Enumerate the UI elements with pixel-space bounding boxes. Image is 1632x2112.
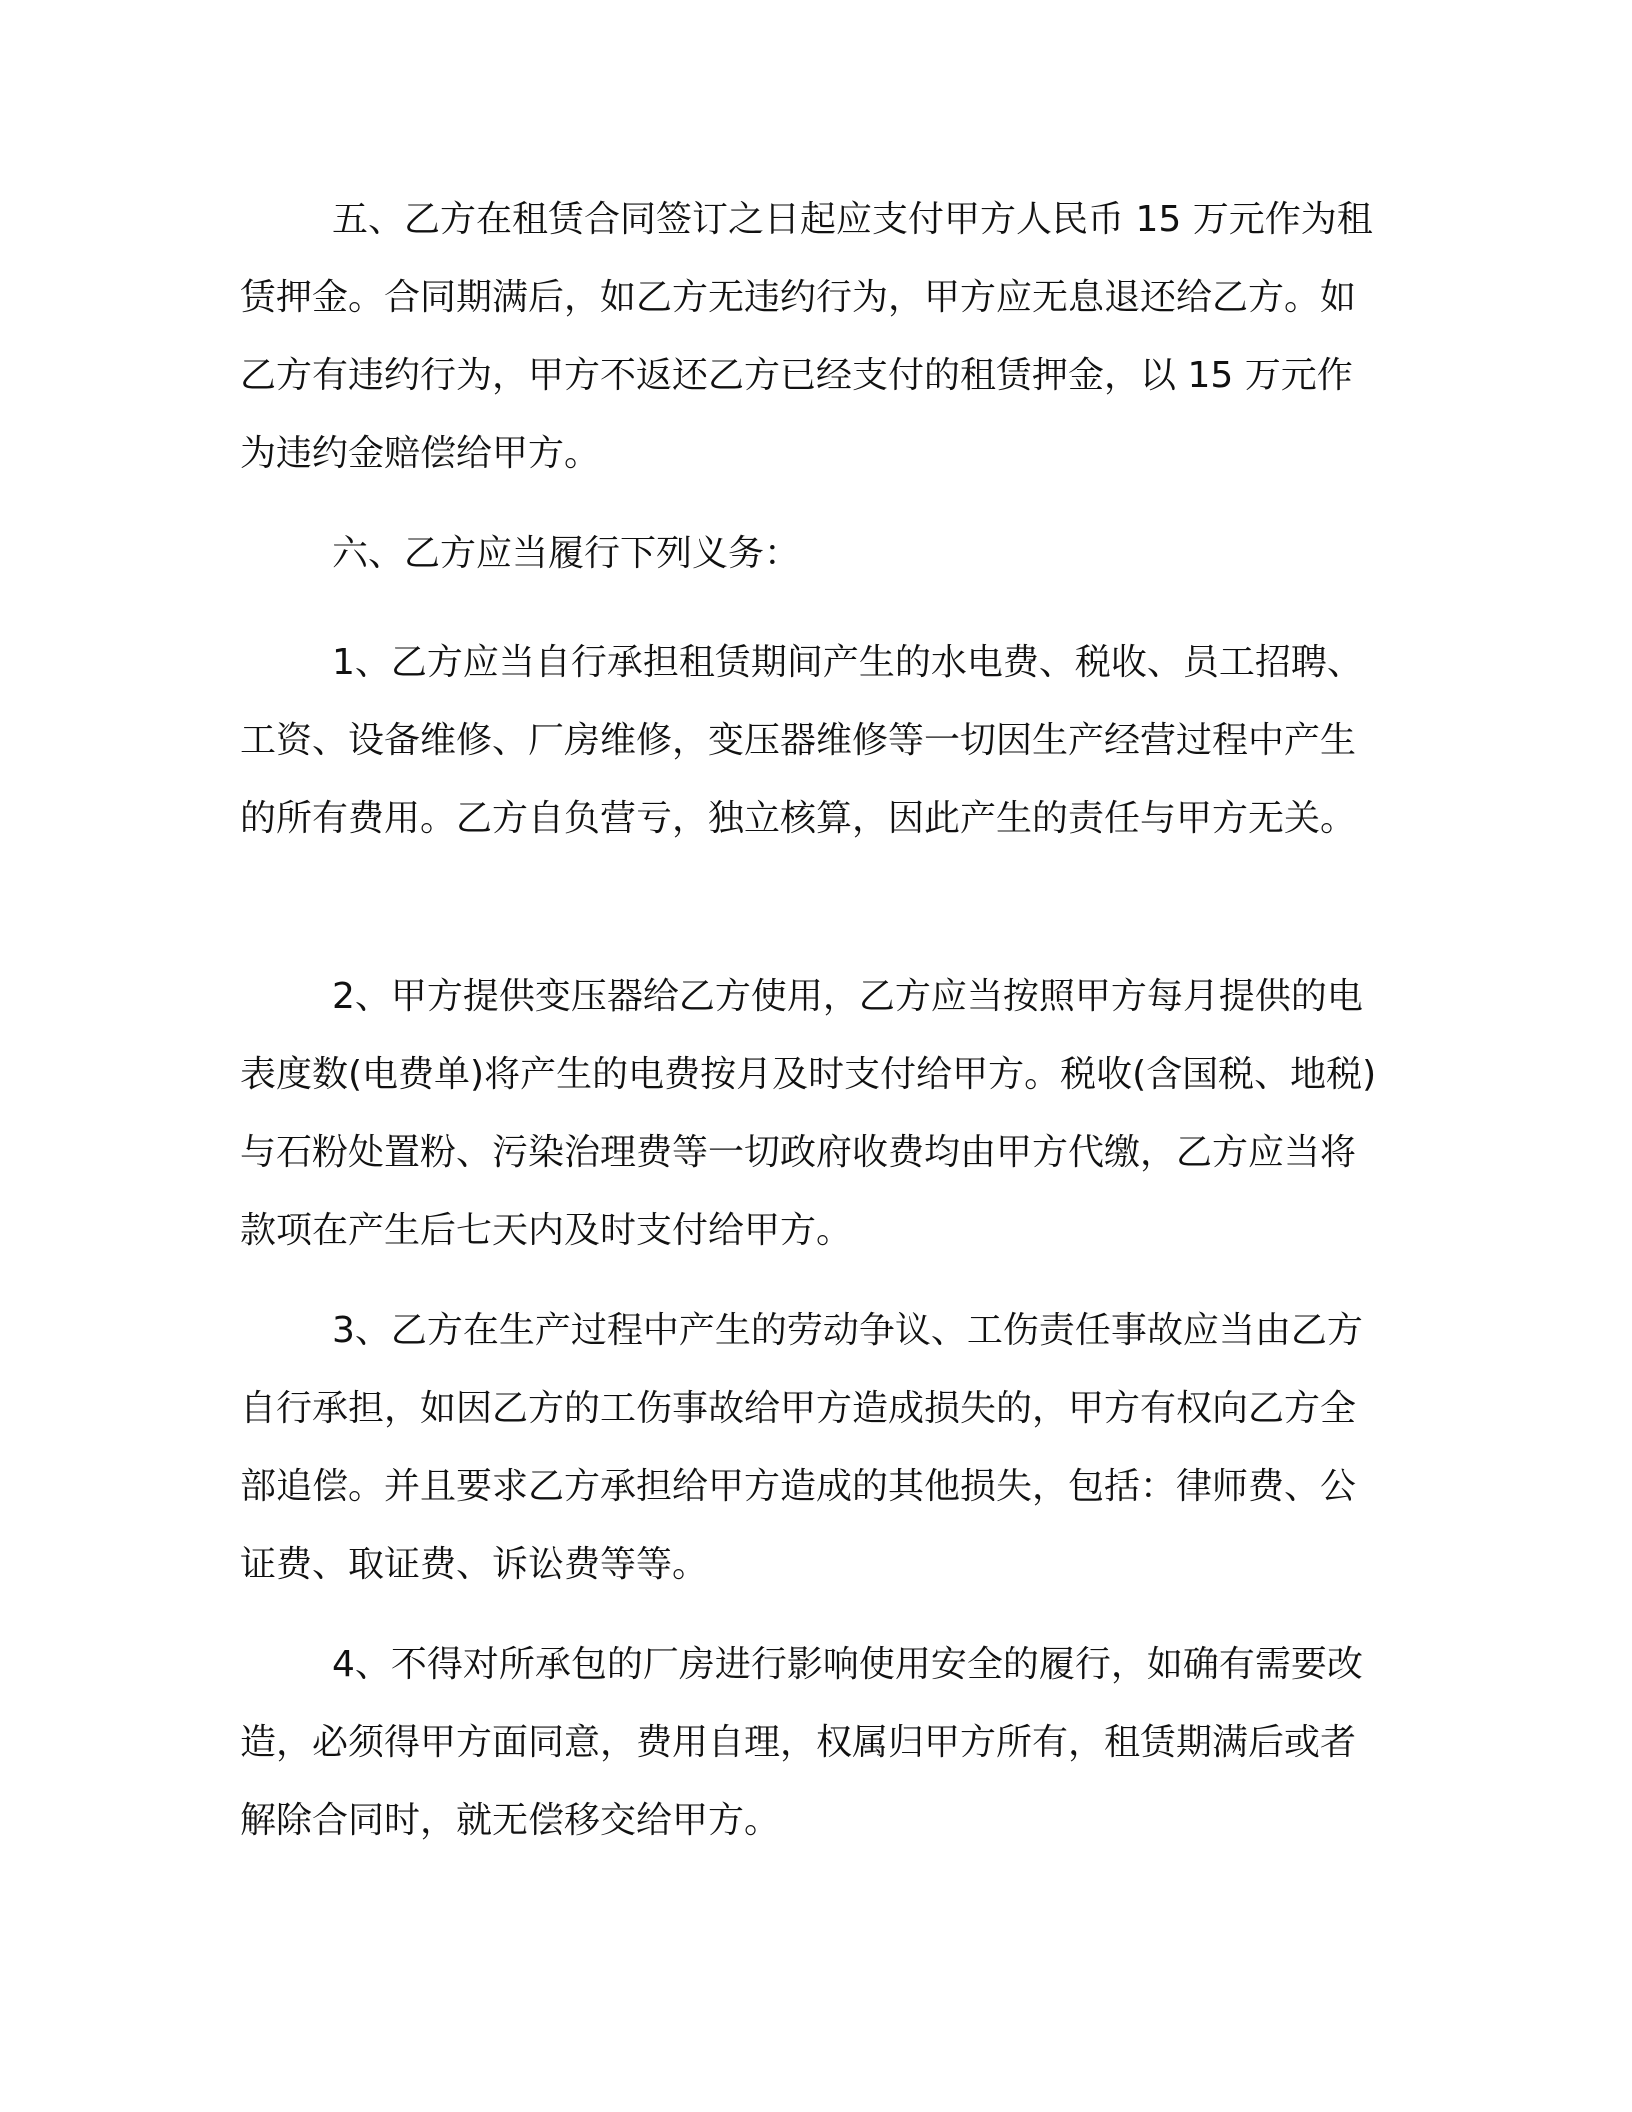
paragraph-clause-6-heading: 六、乙方应当履行下列义务：: [332, 533, 801, 574]
paragraph-obligation-1: 1、乙方应当自行承担租赁期间产生的水电费、税收、员工招聘、工资、设备维修、厂房维修，变压器维修等一切因生产经营过程中产生的所有费用。乙方自负营亏，独立核算，因此产生的责任与甲方无关。: [240, 642, 1363, 839]
paragraph-obligation-3: 3、乙方在生产过程中产生的劳动争议、工伤责任事故应当由乙方自行承担，如因乙方的工伤事故给甲方造成损失的，甲方有权向乙方全部追偿。并且要求乙方承担给甲方造成的其他损失，包括：律师费、公证费、取证费、诉讼费等等。: [240, 1310, 1363, 1585]
paragraph-obligation-4: 4、不得对所承包的厂房进行影响使用安全的履行，如确有需要改造，必须得甲方面同意，费用自理，权属归甲方所有，租赁期满后或者解除合同时，就无偿移交给甲方。: [240, 1644, 1363, 1841]
paragraph-obligation-2: 2、甲方提供变压器给乙方使用，乙方应当按照甲方每月提供的电表度数(电费单)将产生的电费按月及时支付给甲方。税收(含国税、地税)与石粉处置粉、污染治理费等一切政府收费均由甲方代缴，乙方应当将款项在产生后七天内及时支付给甲方。: [240, 976, 1377, 1251]
paragraph-clause-5: 五、乙方在租赁合同签订之日起应支付甲方人民币 15 万元作为租赁押金。合同期满后，如乙方无违约行为，甲方应无息退还给乙方。如乙方有违约行为，甲方不返还乙方已经支付的租赁押金，以 15 万元作为违约金赔偿给甲方。: [240, 199, 1373, 474]
